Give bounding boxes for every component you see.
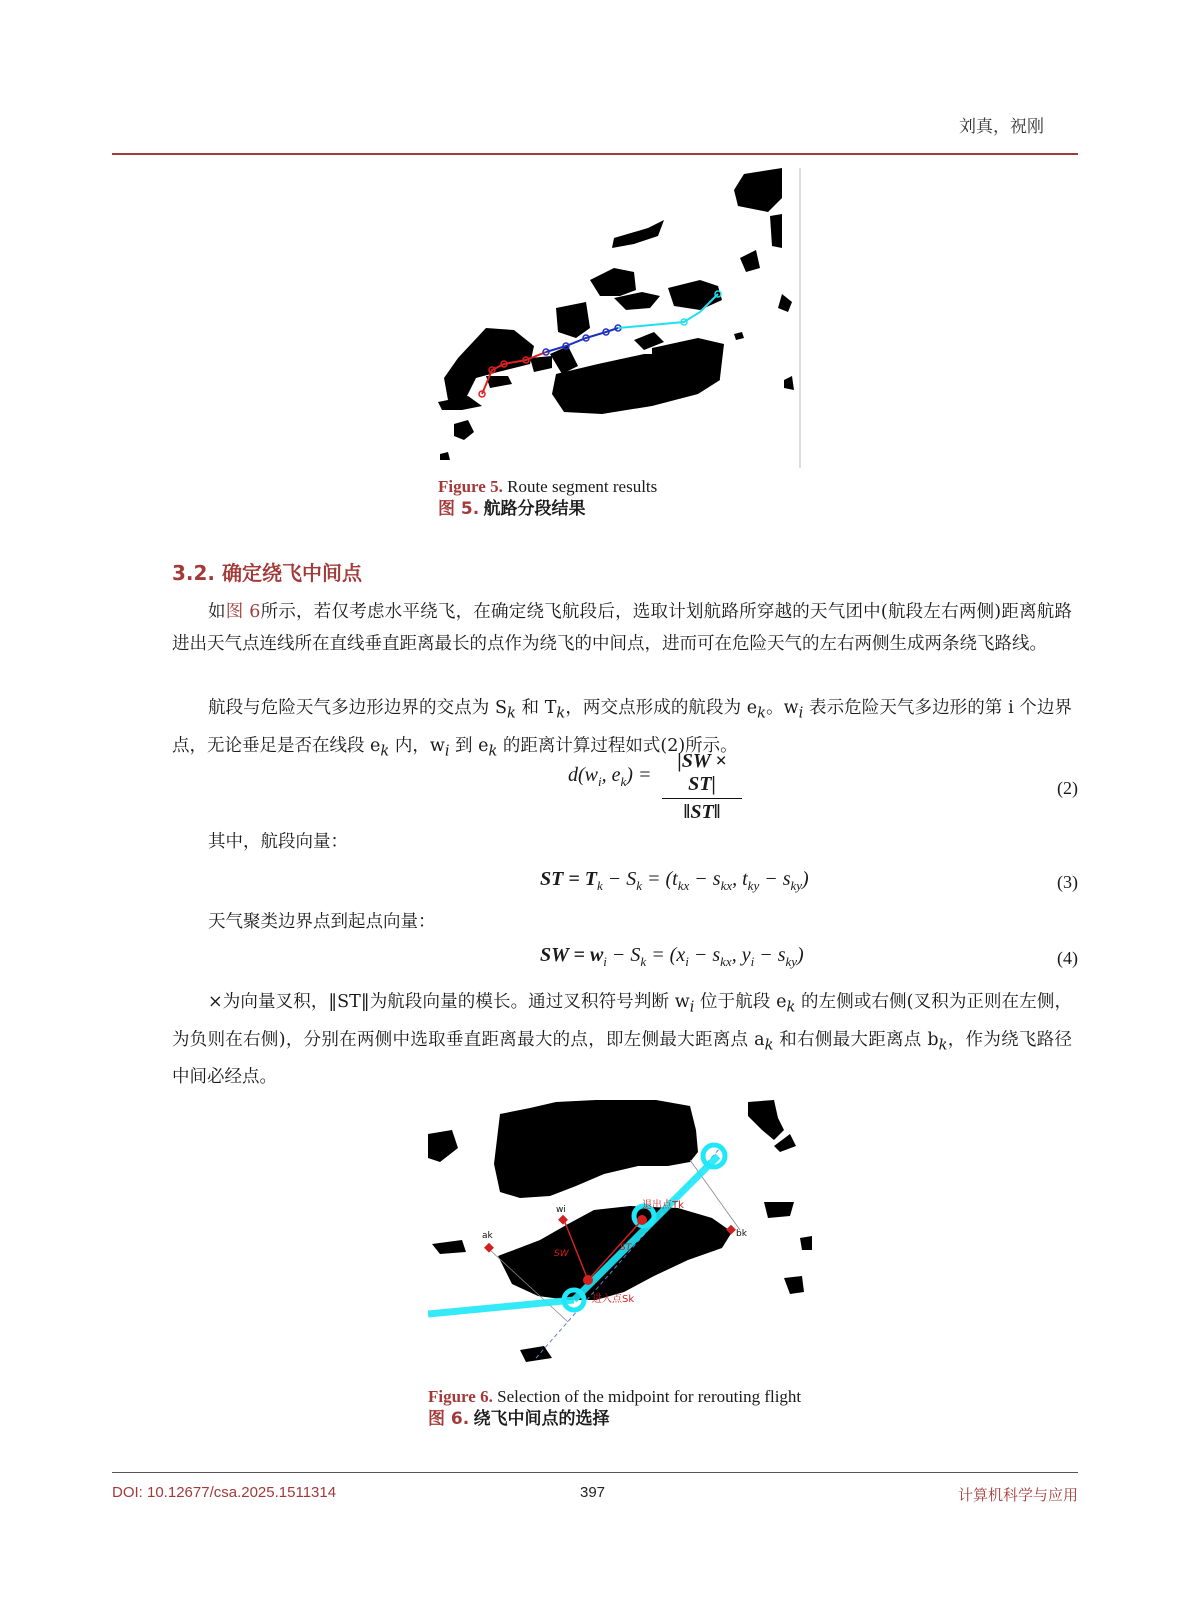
- eq4-s1: i: [603, 954, 607, 969]
- p1-post: 所示，若仅考虑水平绕飞，在确定绕飞航段后，选取计划航路所穿越的天气团中(航段左右两侧)距离航路进出天气点连线所在直线垂直距离最长的点作为绕飞的中间点，进而可在危险天气的左右两侧生成两条绕飞路线。: [172, 602, 1073, 654]
- p2-text-c: ，两交点形成的航段为 e: [565, 698, 758, 718]
- eq4-s3: i: [685, 954, 689, 969]
- eq3-c: = (t: [642, 868, 678, 890]
- paragraph-1: [172, 596, 1072, 660]
- eq2-mid: , e: [601, 764, 621, 786]
- eq3-s3: kx: [677, 878, 690, 893]
- figure-5-image: [438, 168, 802, 474]
- p2-text-g: 到 e: [449, 735, 489, 756]
- equation-2-fraction: [662, 750, 742, 824]
- eq4-s6: ky: [785, 954, 798, 969]
- p2-text-d: 。w: [766, 698, 799, 718]
- fig6-wi-label: wi: [556, 1205, 566, 1215]
- p2-text-e: 表示危险天气多边形的第 i 个边界点，无论垂足是否在线段 e: [172, 698, 1072, 756]
- figure-5-label-cn: 图 5.: [438, 499, 480, 519]
- footer-journal-name: 计算机科学与应用: [957, 1486, 1078, 1504]
- p1-pre: 如: [208, 602, 226, 622]
- p5-sub-a: i: [689, 998, 695, 1016]
- eq2-lhs: d(w: [568, 764, 598, 786]
- p5-sub-c: k: [764, 1036, 774, 1053]
- figure-6-ref-link[interactable]: 图 6: [225, 602, 261, 622]
- fig6-bk-label: bk: [736, 1229, 747, 1239]
- figure-6-caption: [428, 1386, 801, 1430]
- eq3-a: ST = T: [540, 868, 597, 890]
- paragraph-4: [172, 906, 1072, 938]
- eq2-sub2: k: [620, 774, 627, 789]
- p2-sub-e: k: [380, 742, 390, 759]
- p2-text-b: 和 T: [515, 698, 557, 718]
- p2-text-a: 航段与危险天气多边形边界的交点为 S: [208, 698, 507, 718]
- eq4-f: − s: [754, 944, 786, 966]
- equation-2: [568, 764, 651, 790]
- eq4-s4: kx: [720, 954, 732, 969]
- p2-sub-f: i: [444, 742, 450, 759]
- section-heading: 3.2. 确定绕飞中间点: [172, 561, 362, 585]
- eq3-s6: ky: [790, 878, 803, 893]
- p2-sub-c: k: [757, 704, 767, 722]
- eq3-s1: k: [596, 878, 603, 893]
- p3-text: 其中，航段向量：: [208, 832, 348, 852]
- figure-5-label-en: Figure 5.: [438, 477, 503, 496]
- footer-rule: [112, 1472, 1078, 1473]
- p2-sub-d: i: [798, 704, 804, 722]
- eq4-a: SW = w: [540, 944, 604, 966]
- equation-4: [540, 944, 804, 970]
- p2-sub-b: k: [556, 704, 566, 722]
- equation-3-number: (3): [1057, 872, 1078, 892]
- eq4-g: ): [797, 944, 804, 966]
- eq3-s2: k: [636, 878, 643, 893]
- figure-6-title-en: Selection of the midpoint for rerouting flight: [497, 1387, 802, 1406]
- footer-doi-link[interactable]: DOI: 10.12677/csa.2025.1511314: [112, 1484, 337, 1501]
- p5-text-c: 的左侧或右侧(叉积为正则在左侧，为负则在右侧)，分别在两侧中选取垂直距离最大的点，即左侧最大距离点 a: [172, 992, 1072, 1050]
- eq2-numerator: |SW × ST|: [662, 750, 742, 799]
- eq2-sub1: i: [598, 774, 602, 789]
- p5-text-d: 和右侧最大距离点 b: [773, 1029, 939, 1050]
- eq4-b: − S: [606, 944, 641, 966]
- eq2-close: ) =: [626, 764, 652, 786]
- eq4-s2: k: [640, 954, 647, 969]
- figure-6-label-en: Figure 6.: [428, 1387, 493, 1406]
- p2-sub-a: k: [506, 704, 516, 722]
- figure-6-title-cn: 绕飞中间点的选择: [473, 1409, 610, 1429]
- equation-4-number: (4): [1057, 948, 1078, 968]
- p2-sub-g: k: [488, 742, 498, 759]
- paragraph-5: [172, 986, 1072, 1093]
- footer-page-number: 397: [580, 1484, 606, 1501]
- eq2-denominator: ‖ST‖: [683, 801, 721, 823]
- paragraph-3: [172, 826, 1072, 858]
- p5-sub-b: k: [786, 998, 796, 1016]
- fig6-st-label: ST: [620, 1243, 632, 1253]
- eq3-s5: ky: [747, 878, 760, 893]
- fig6-ak-label: ak: [482, 1231, 493, 1241]
- eq3-e: , t: [732, 868, 748, 890]
- eq4-e: , y: [731, 944, 751, 966]
- p5-text-a: ×为向量叉积，‖ST‖为航段向量的模长。通过叉积符号判断 w: [208, 992, 690, 1012]
- figure-6-image: [428, 1100, 812, 1366]
- header-rule: [112, 153, 1078, 155]
- p5-text-b: 位于航段 e: [694, 992, 787, 1012]
- p4-text: 天气聚类边界点到起点向量：: [208, 912, 436, 932]
- p2-text-h: 的距离计算过程如式(2)所示。: [497, 735, 738, 756]
- eq4-d: − s: [688, 944, 721, 966]
- eq4-c: = (x: [646, 944, 686, 966]
- header-authors: 刘真，祝刚: [959, 117, 1044, 136]
- fig6-exit-label: 退出点Tk: [642, 1200, 684, 1211]
- eq3-s4: kx: [720, 878, 733, 893]
- figure-5-title-cn: 航路分段结果: [483, 499, 586, 519]
- equation-3: [540, 868, 809, 894]
- eq3-f: − s: [759, 868, 791, 890]
- paragraph-2: [172, 692, 1072, 767]
- figure-5-caption: [438, 476, 657, 520]
- p5-sub-d: k: [938, 1036, 948, 1053]
- figure-5-title-en: Route segment results: [507, 477, 658, 496]
- equation-2-number: (2): [1057, 778, 1078, 798]
- eq4-s5: i: [750, 954, 755, 969]
- figure-6-label-cn: 图 6.: [428, 1409, 470, 1429]
- fig6-sw-label: SW: [554, 1249, 569, 1259]
- p5-text-e: ，作为绕飞路径中间必经点。: [172, 1029, 1072, 1087]
- p2-text-f: 内，w: [389, 735, 445, 756]
- eq3-g: ): [802, 868, 809, 890]
- eq3-b: − S: [602, 868, 637, 890]
- eq3-d: − s: [689, 868, 721, 890]
- fig6-entry-label: 进入点Sk: [592, 1294, 635, 1305]
